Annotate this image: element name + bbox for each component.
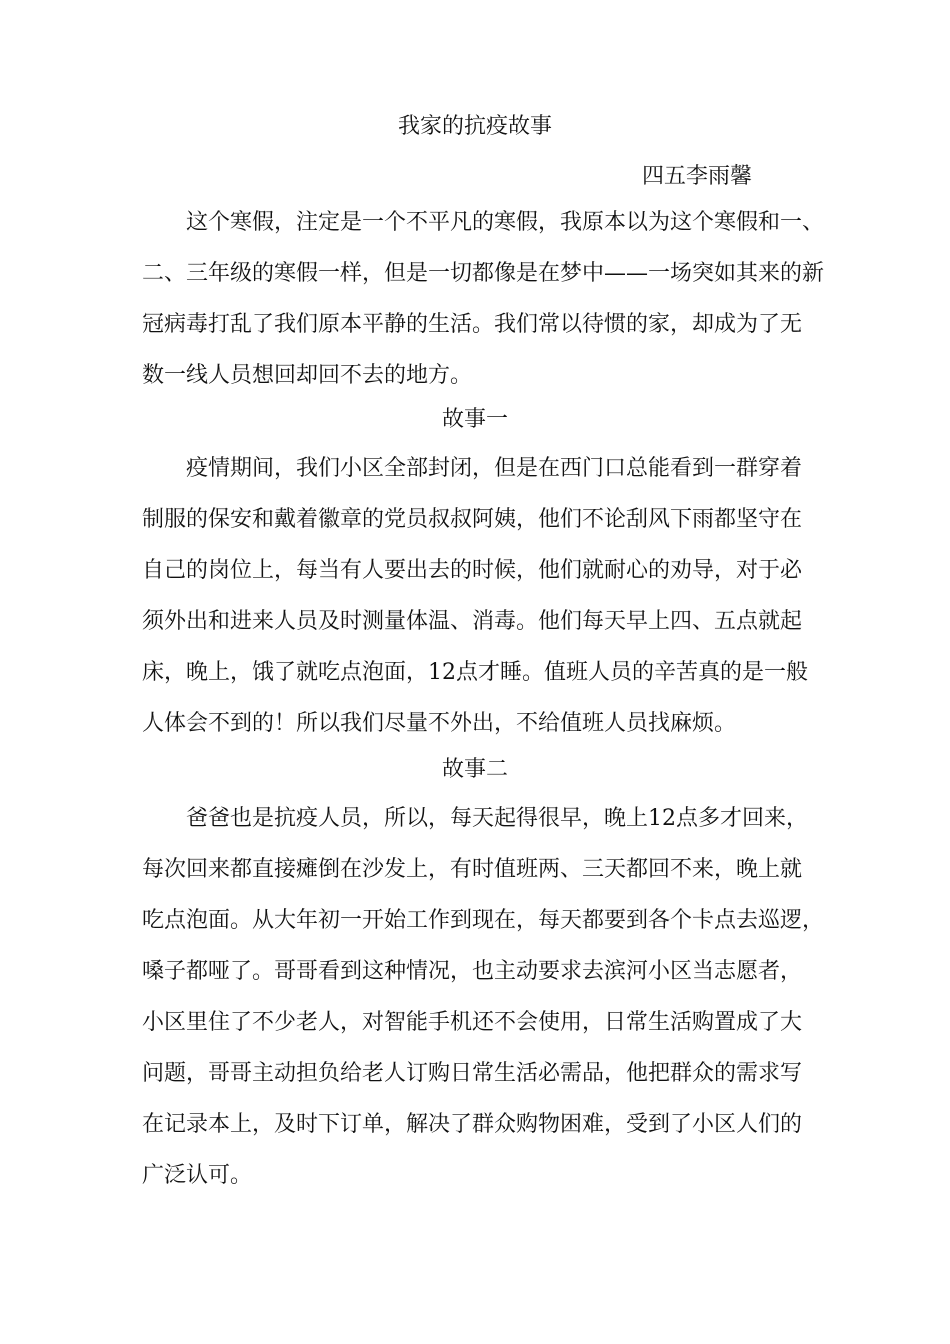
document-title: 我家的抗疫故事 [397, 114, 552, 139]
story2-line: 在记录本上，及时下订单，解决了群众购物困难，受到了小区人们的 [142, 1112, 803, 1137]
story1-heading: 故事一 [441, 407, 508, 432]
story2-line: 小区里住了不少老人，对智能手机还不会使用，日常生活购置成了大 [142, 1010, 803, 1035]
story2-line: 问题，哥哥主动担负给老人订购日常生活必需品，他把群众的需求写 [142, 1061, 803, 1086]
intro-line: 冠病毒打乱了我们原本平静的生活。我们常以待惯的家，却成为了无 [142, 312, 803, 337]
story1-line: 床，晚上，饿了就吃点泡面，12点才睡。值班人员的辛苦真的是一般 [142, 660, 808, 685]
story2-line: 爸爸也是抗疫人员，所以，每天起得很早，晚上12点多才回来， [186, 806, 808, 831]
story1-line: 疫情期间，我们小区全部封闭，但是在西门口总能看到一群穿着 [186, 456, 803, 481]
story2-line: 广泛认可。 [142, 1163, 253, 1188]
story2-line: 嗓子都哑了。哥哥看到这种情况，也主动要求去滨河小区当志愿者， [142, 959, 803, 984]
story2-paragraph [142, 793, 832, 1201]
story2-line: 吃点泡面。从大年初一开始工作到现在，每天都要到各个卡点去巡逻， [142, 908, 825, 933]
intro-line: 这个寒假，注定是一个不平凡的寒假，我原本以为这个寒假和一、 [186, 210, 825, 235]
author-name: 四五李雨馨 [642, 164, 753, 189]
story2-line: 每次回来都直接瘫倒在沙发上，有时值班两、三天都回不来，晚上就 [142, 857, 803, 882]
story1-line: 自己的岗位上，每当有人要出去的时候，他们就耐心的劝导，对于必 [142, 558, 803, 583]
story2-heading: 故事二 [441, 757, 508, 782]
intro-paragraph [142, 197, 832, 401]
story1-paragraph [142, 443, 832, 749]
story1-line: 制服的保安和戴着徽章的党员叔叔阿姨，他们不论刮风下雨都坚守在 [142, 507, 803, 532]
story1-line: 须外出和进来人员及时测量体温、消毒。他们每天早上四、五点就起 [142, 609, 803, 634]
intro-line: 二、三年级的寒假一样，但是一切都像是在梦中——一场突如其来的新 [142, 261, 825, 286]
intro-line: 数一线人员想回却回不去的地方。 [142, 363, 473, 388]
story1-line: 人体会不到的！所以我们尽量不外出，不给值班人员找麻烦。 [142, 711, 737, 736]
